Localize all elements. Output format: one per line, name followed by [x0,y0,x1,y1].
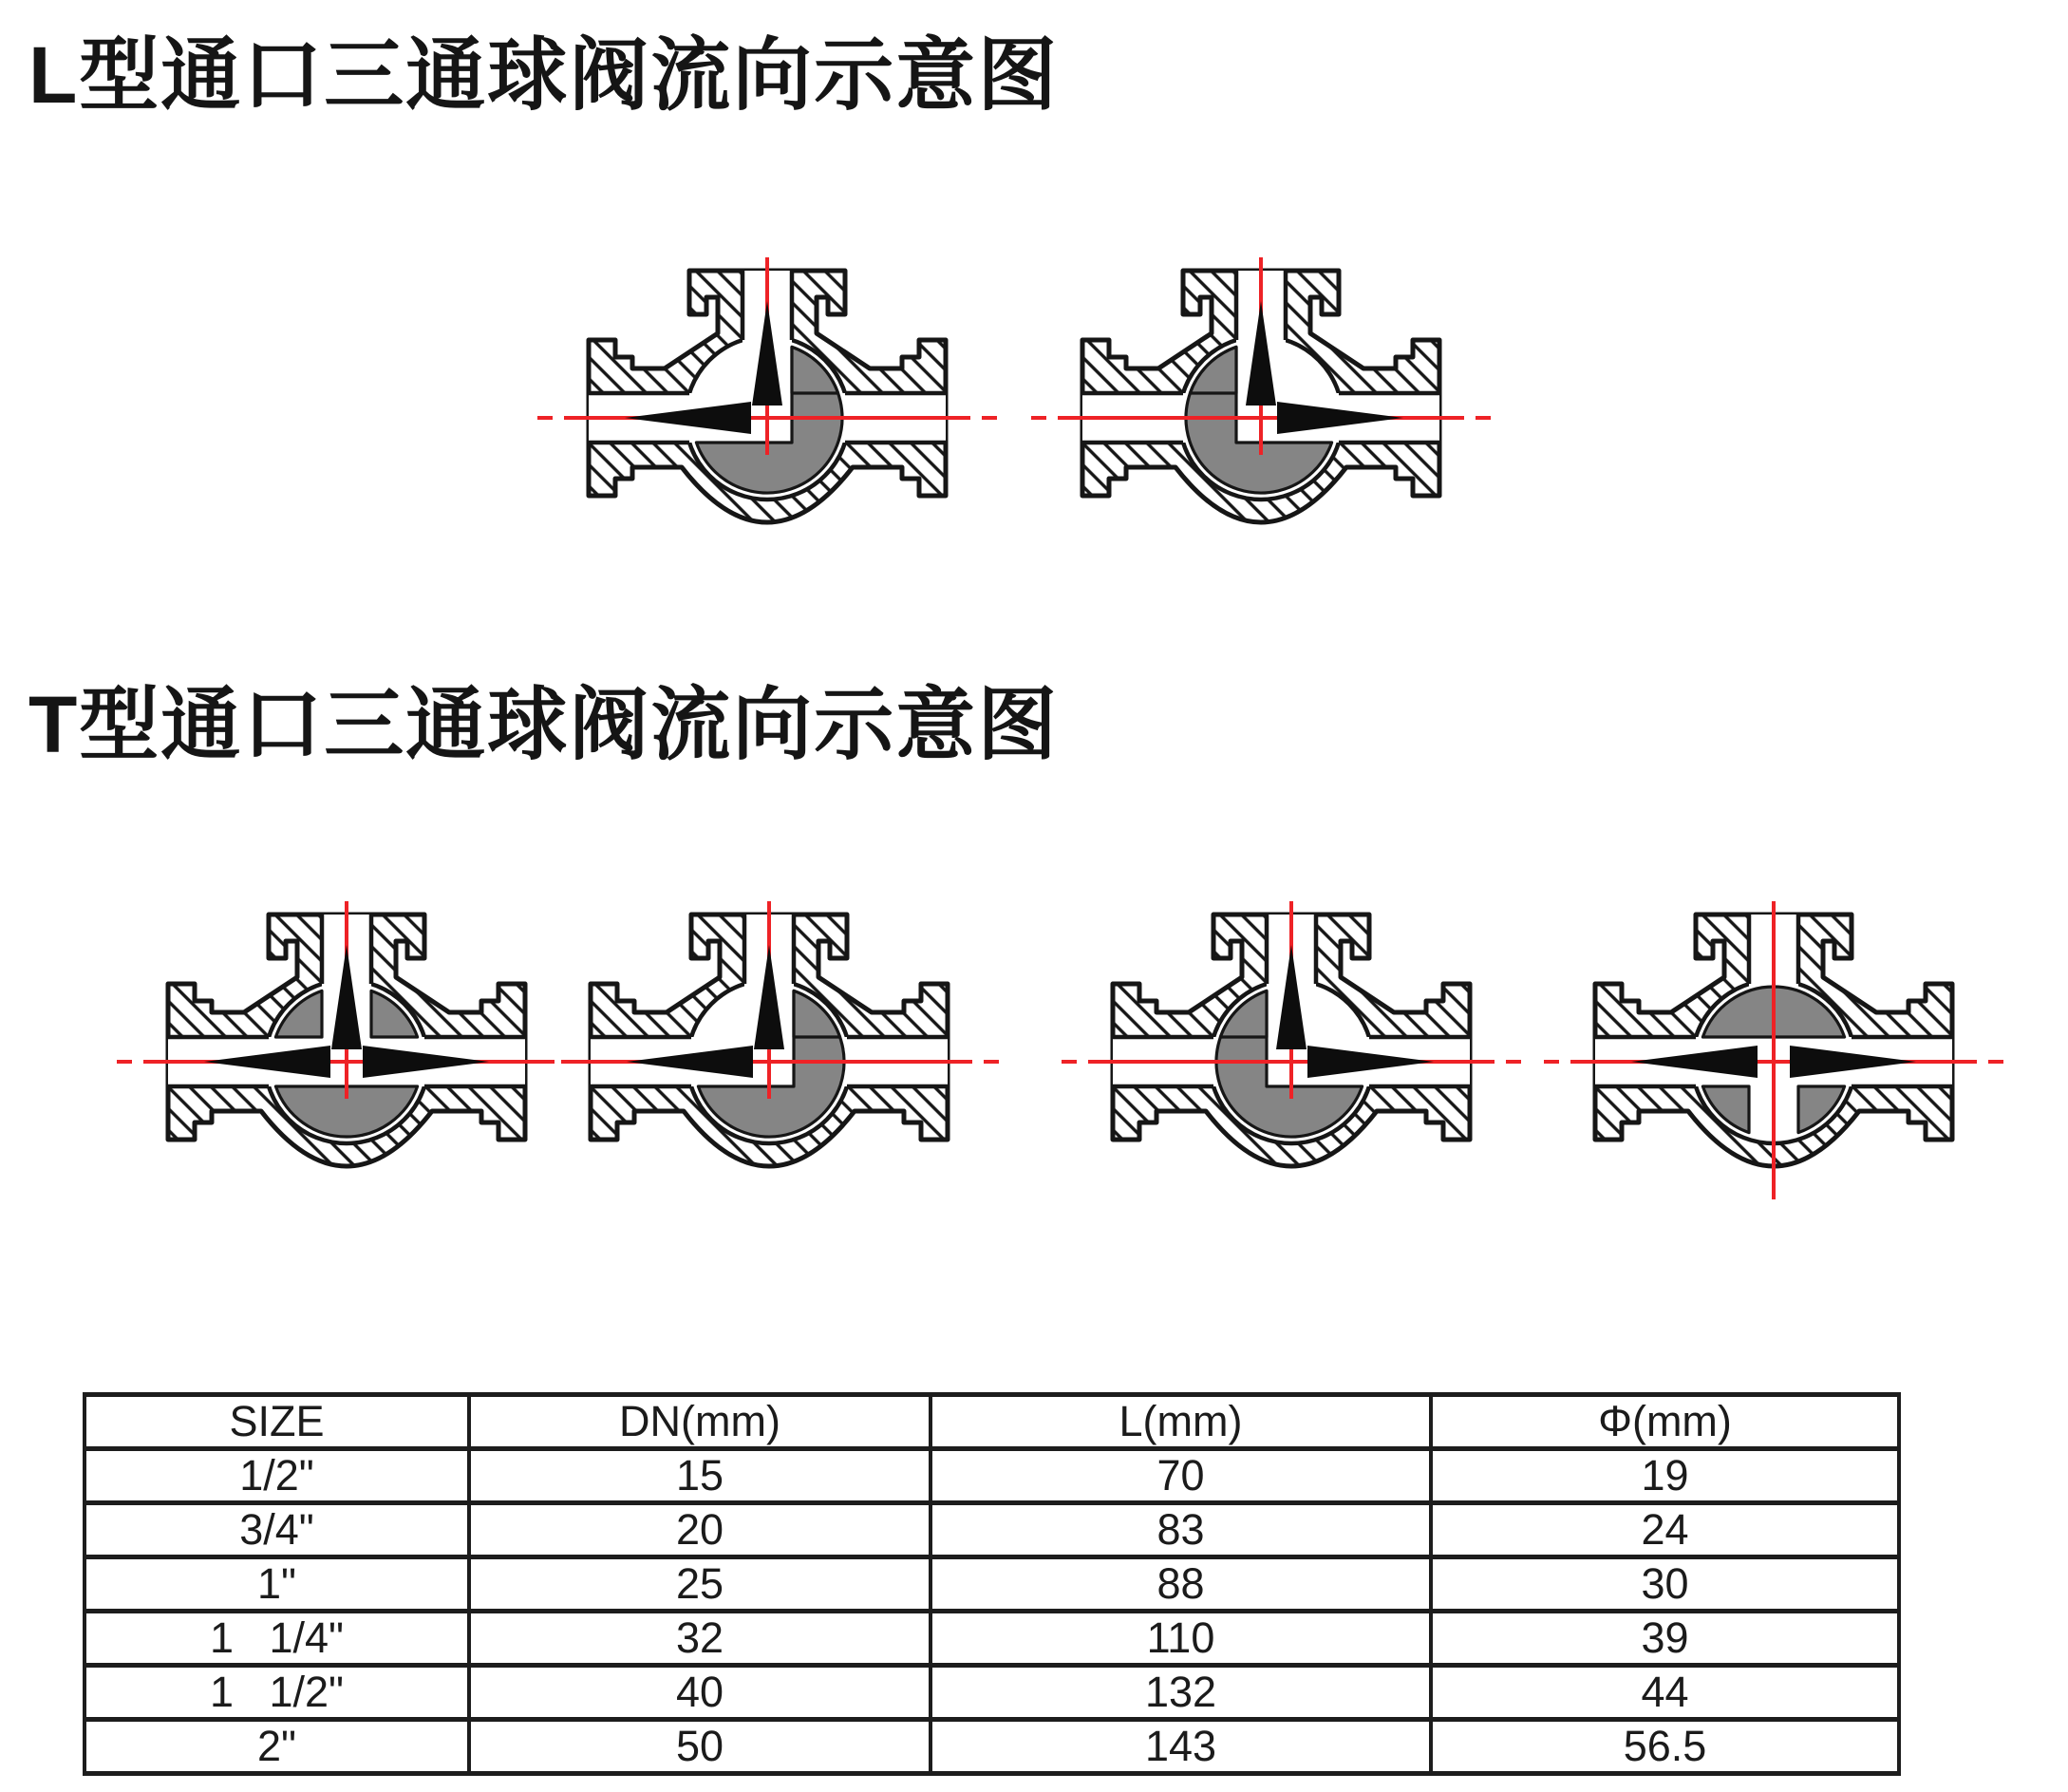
table-cell: 40 [469,1666,931,1720]
table-row [85,1449,1899,1503]
table-cell: 24 [1431,1503,1899,1557]
table-cell: 3/4" [85,1503,469,1557]
table-cell: 20 [469,1503,931,1557]
table-row [85,1503,1899,1557]
t-type-section-title: T型通口三通球阀流向示意图 [28,680,1060,769]
l-valve-flow-top-left [535,252,1000,575]
table-header-cell: Φ(mm) [1431,1395,1899,1449]
size-dimension-table [83,1392,1901,1776]
table-cell: 25 [469,1557,931,1612]
table-cell: 143 [931,1720,1431,1774]
t-valve-flow-top-left [536,896,1002,1218]
table-cell: 2" [85,1720,469,1774]
table-header-cell: DN(mm) [469,1395,931,1449]
table-row [85,1612,1899,1666]
table-cell: 83 [931,1503,1431,1557]
table-cell: 32 [469,1612,931,1666]
table-cell: 1 1/4" [85,1612,469,1666]
table-cell: 1/2" [85,1449,469,1503]
t-valve-flow-through [1541,896,2006,1218]
table-cell: 30 [1431,1557,1899,1612]
table-cell: 39 [1431,1612,1899,1666]
table-cell: 56.5 [1431,1720,1899,1774]
l-valve-flow-top-right [1028,252,1494,575]
table-header-cell: SIZE [85,1395,469,1449]
table-cell: 88 [931,1557,1431,1612]
table-row [85,1557,1899,1612]
table-cell: 15 [469,1449,931,1503]
table-cell: 1" [85,1557,469,1612]
table-cell: 132 [931,1666,1431,1720]
l-type-section-title: L型通口三通球阀流向示意图 [28,30,1060,120]
table-header-cell: L(mm) [931,1395,1431,1449]
table-cell: 1 1/2" [85,1666,469,1720]
table-cell: 19 [1431,1449,1899,1503]
table-row [85,1666,1899,1720]
table-row [85,1720,1899,1774]
t-valve-flow-all-ports [114,896,579,1218]
table-cell: 70 [931,1449,1431,1503]
table-cell: 110 [931,1612,1431,1666]
table-header-row [85,1395,1899,1449]
table-cell: 44 [1431,1666,1899,1720]
t-valve-flow-top-right [1059,896,1524,1218]
table-cell: 50 [469,1720,931,1774]
